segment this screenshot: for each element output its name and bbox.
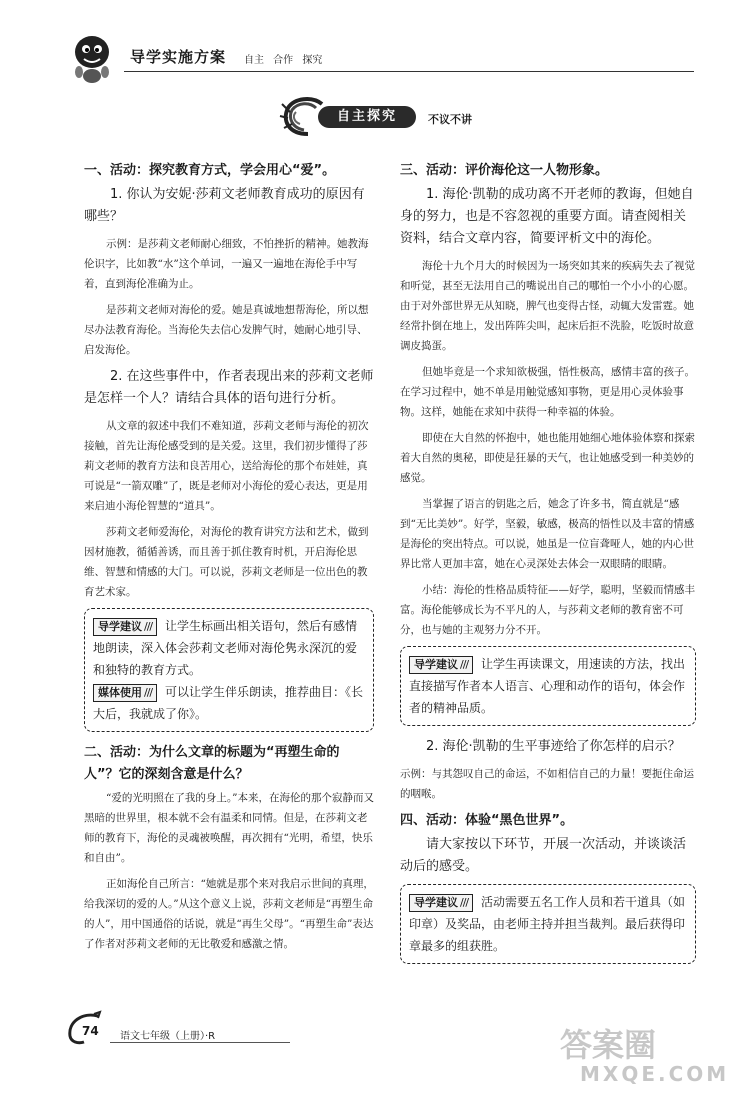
answer-3b: 正如海伦自己所言：“她就是那个来对我启示世间的真理，给我深切的爱的人。”从这个意义上说，莎莉文老师是“再塑生命的人”，用中国通俗的话说，就是“再生父母”。“再塑生命”表达了作者对莎莉文老师的无比敬爱和感激之情。: [84, 878, 374, 950]
answer-2b: 莎莉文老师爱海伦，对海伦的教育讲究方法和艺术，做到因材施教，循循善诱，而且善于抓住教育时机，开启海伦思维、智慧和情感的大门。可以说，莎莉文老师是一位出色的教育艺术家。: [84, 526, 369, 598]
question-5: 请大家按以下环节，开展一次活动，并谈谈活动后的感受。: [400, 837, 687, 874]
answer-4a: 海伦十九个月大的时候因为一场突如其来的疾病失去了视觉和听觉，甚至无法用自己的嘴说出自己的哪怕一个小小的心愿。由于对外部世界无从知晓，脾气也变得古怪，动辄大发雷霆。她经常扑倒在地上，发出阵阵尖叫，起床后拒不洗脸，吃饭时故意调皮捣蛋。: [400, 260, 695, 352]
banner-sub: 不议不讲: [428, 113, 472, 126]
answer-4e: 小结：海伦的性格品质特征——好学，聪明，坚毅而情感丰富。海伦能够成长为不平凡的人，与莎莉文老师的教育密不可分，也与她的主观努力分不开。: [400, 584, 695, 636]
answer-1a: 示例：是莎莉文老师耐心细致，不怕挫折的精神。她教海伦识字，比如教“水”这个单词，一遍又一遍地在海伦手中写着，直到海伦准确为止。: [84, 238, 369, 290]
tip-box-3: [400, 884, 696, 964]
activity-3-heading: 三、活动：评价海伦这一人物形象。: [400, 163, 609, 178]
media-text: 可以让学生伴乐朗读，推荐曲目：《长大后，我就成了你》。: [93, 685, 363, 721]
header-title: 导学实施方案: [130, 48, 227, 66]
answer-2a: 从文章的叙述中我们不难知道，莎莉文老师与海伦的初次接触，首先让海伦感受到的是关爱。这里，我们初步懂得了莎莉文老师的教育方法和良苦用心，送给海伦的那个布娃娃，真可说是“一箭双雕”了，既是老师对小海伦的爱心表达，更是用来启迪小海伦智慧的“道具”。: [84, 420, 369, 512]
activity-4-heading: 四、活动：体验“黑色世界”。: [400, 813, 574, 828]
watermark-logo: [560, 1020, 740, 1090]
answer-3a: “爱的光明照在了我的身上。”本来，在海伦的那个寂静而又黑暗的世界里，根本就不会有温柔和同情。但是，在莎莉文老师的教育下，海伦的灵魂被唤醒，再次拥有“光明，希望，快乐和自由”。: [84, 792, 374, 864]
question-3: 1. 海伦·凯勒的成功离不开老师的教诲，但她自身的努力，也是不容忽视的重要方面。请查阅相关资料，结合文章内容，简要评析文中的海伦。: [400, 187, 694, 246]
header-divider: [124, 71, 694, 72]
page-footer: [64, 1010, 294, 1050]
right-column: [400, 160, 696, 974]
tip-text: 活动需要五名工作人员和若干道具（如印章）及奖品，由老师主持并担当裁判。最后获得印章最多的组获胜。: [409, 895, 686, 953]
answer-4b: 但她毕竟是一个求知欲极强，悟性极高，感情丰富的孩子。在学习过程中，她不单是用触觉感知事物，更是用心灵体验事物。这样，她能在求知中获得一种幸福的体验。: [400, 366, 695, 418]
page-header: [62, 28, 702, 88]
watermark-line-1: 答案圈: [560, 1026, 657, 1064]
tip-text: 让学生再读课文，用速读的方法，找出直接描写作者本人语言、心理和动作的语句，体会作者的精神品质。: [409, 657, 686, 715]
question-4: 2. 海伦·凯勒的生平事迹给了你怎样的启示？: [426, 739, 681, 754]
watermark-line-2: MXQE.COM: [580, 1062, 730, 1086]
question-1: 1. 你认为安妮·莎莉文老师教育成功的原因有哪些？: [84, 187, 365, 224]
answer-4c: 即使在大自然的怀抱中，她也能用她细心地体验体察和探索着大自然的奥秘，即使是狂暴的天气，也让她感受到一种美妙的感觉。: [400, 432, 695, 484]
question-2: 2. 在这些事件中，作者表现出来的莎莉文老师是怎样一个人？请结合具体的语句进行分析。: [84, 369, 374, 406]
activity-2-heading: 二、活动：为什么文章的标题为“再塑生命的人”？它的深刻含意是什么？: [84, 745, 340, 782]
answer-5: 示例：与其怨叹自己的命运，不如相信自己的力量！要扼住命运的咽喉。: [400, 768, 694, 800]
answer-1b: 是莎莉文老师对海伦的爱。她是真诚地想帮海伦，所以想尽办法教育海伦。当海伦失去信心发脾气时，她耐心地引导、启发海伦。: [84, 304, 369, 356]
tip-label: 导学建议 ///: [93, 618, 157, 636]
tip-box-2: [400, 646, 696, 726]
answer-4d: 当掌握了语言的钥匙之后，她念了许多书，简直就是“感到“无比美妙”。好学，坚毅，敏感，极高的悟性以及丰富的情感是海伦的突出特点。可以说，她虽是一位盲聋哑人，她的内心世界比常人更加丰富，她在心灵深处去体会一双眼睛的眼睛。: [400, 498, 695, 570]
tip-label: 导学建议 ///: [409, 656, 473, 674]
tip-box-1: [84, 608, 374, 732]
banner-label: 自主探究: [318, 106, 416, 128]
tip-text: 让学生标画出相关语句，然后有感情地朗读，深入体会莎莉文老师对海伦隽永深沉的爱和独特的教育方式。: [93, 619, 358, 677]
left-column: [84, 160, 374, 960]
mascot-icon: [70, 32, 116, 84]
section-banner: [278, 94, 518, 140]
page-number: 74: [82, 1024, 99, 1038]
tip-label: 导学建议 ///: [409, 894, 473, 912]
footer-divider: [110, 1042, 290, 1043]
activity-1-heading: 一、活动：探究教育方式，学会用心“爱”。: [84, 163, 336, 178]
media-label: 媒体使用 ///: [93, 684, 157, 702]
header-tagline: 自主 合作 探究: [244, 55, 323, 66]
book-title: 语文七年级（上册）·R: [120, 1031, 216, 1042]
